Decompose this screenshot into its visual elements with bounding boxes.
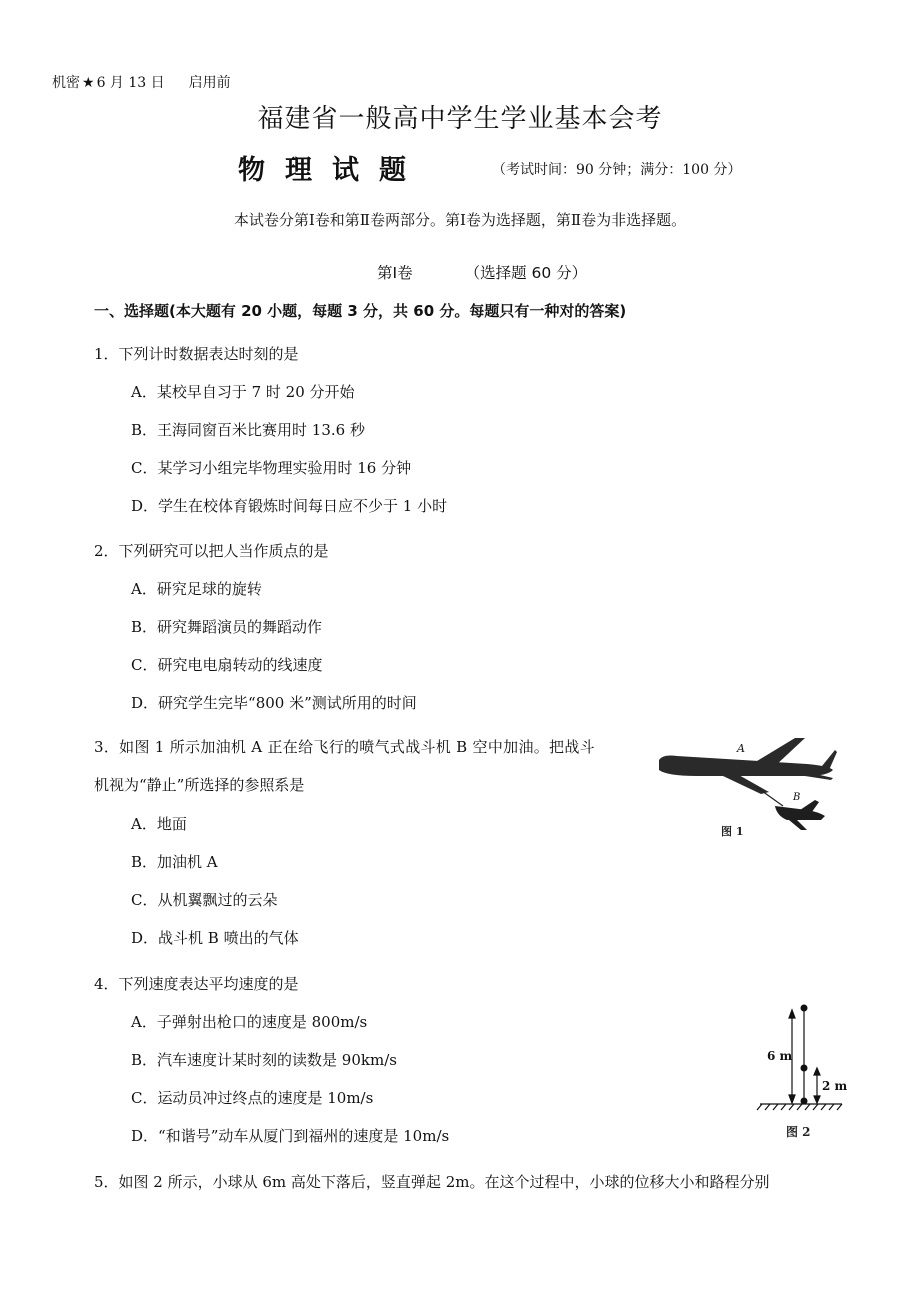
release-status: 启用前 — [188, 75, 231, 91]
ball-start — [801, 1005, 808, 1012]
figure-2 — [742, 1000, 852, 1150]
bounce-label: 2 m — [822, 1079, 848, 1093]
question-2-option-a: A．研究足球的旋转 — [131, 580, 262, 598]
fighter-aircraft-icon — [775, 800, 825, 830]
ball-ground — [801, 1098, 808, 1105]
height-label: 6 m — [767, 1049, 793, 1063]
question-3-stem-line-1: 3．如图 1 所示加油机 A 正在给飞行的喷气式战斗机 B 空中加油。把战斗 — [94, 738, 595, 756]
star-icon: ★ — [82, 75, 95, 91]
refuel-hose — [755, 786, 783, 806]
question-1-option-c: C．某学习小组完毕物理实验用时 16 分钟 — [131, 459, 412, 477]
question-3-option-d: D．战斗机 B 喷出的气体 — [131, 929, 299, 947]
question-4-option-c: C．运动员冲过终点的速度是 10m/s — [131, 1089, 374, 1107]
section-heading: 一、选择题(本大题有 20 小题，每题 3 分，共 60 分。每题只有一种对的答案) — [94, 302, 627, 320]
figure-1 — [657, 730, 837, 840]
page-title: 福建省一般高中学生学业基本会考 — [257, 104, 663, 134]
question-1-stem: 1．下列计时数据表达时刻的是 — [94, 345, 299, 363]
bounce-dimension-arrow — [814, 1068, 820, 1103]
label-a: A — [737, 742, 745, 755]
exam-date: 6 月 13 日 — [96, 75, 165, 91]
label-b: B — [793, 792, 801, 803]
confidential-note — [52, 72, 231, 92]
question-1-option-a: A．某校早自习于 7 时 20 分开始 — [131, 383, 355, 401]
volume-name: 第Ⅰ卷 — [377, 264, 413, 282]
intro-text: 本试卷分第Ⅰ卷和第Ⅱ卷两部分。第Ⅰ卷为选择题，第Ⅱ卷为非选择题。 — [233, 211, 687, 229]
question-4-stem: 4．下列速度表达平均速度的是 — [94, 975, 299, 993]
question-1-option-d: D．学生在校体育锻炼时间每日应不少于 1 小时 — [131, 497, 448, 515]
question-2-stem: 2．下列研究可以把人当作质点的是 — [94, 542, 329, 560]
exam-info: （考试时间：90 分钟；满分：100 分） — [492, 162, 742, 178]
tanker-aircraft-icon — [659, 738, 837, 794]
confidential-prefix: 机密 — [52, 75, 80, 91]
question-4-option-a: A．子弹射出枪口的速度是 800m/s — [131, 1013, 368, 1031]
volume-note: （选择题 60 分） — [464, 264, 588, 282]
question-3-option-a: A．地面 — [131, 815, 187, 833]
question-4-option-d: D．“和谐号”动车从厦门到福州的速度是 10m/s — [131, 1127, 450, 1145]
question-3-option-b: B．加油机 A — [131, 853, 218, 871]
question-5-stem: 5．如图 2 所示，小球从 6m 高处下落后，竖直弹起 2m。在这个过程中，小球的位移大小和路程分别 — [94, 1173, 770, 1191]
question-4-option-b: B．汽车速度计某时刻的读数是 90km/s — [131, 1051, 397, 1069]
figure-1-caption: 图 1 — [721, 825, 744, 838]
question-2-option-c: C．研究电电扇转动的线速度 — [131, 656, 323, 674]
figure-2-caption: 图 2 — [786, 1125, 811, 1139]
subject-title: 物理试题 — [238, 155, 426, 186]
question-1-option-b: B．王海同窗百米比赛用时 13.6 秒 — [131, 421, 365, 439]
ground-icon — [757, 1104, 842, 1110]
question-3-option-c: C．从机翼飘过的云朵 — [131, 891, 278, 909]
ball-peak — [801, 1065, 808, 1072]
question-3-stem-line-2: 机视为“静止”所选择的参照系是 — [94, 776, 305, 794]
volume-heading — [377, 261, 587, 283]
question-2-option-d: D．研究学生完毕“800 米”测试所用的时间 — [131, 694, 417, 712]
question-2-option-b: B．研究舞蹈演员的舞蹈动作 — [131, 618, 323, 636]
